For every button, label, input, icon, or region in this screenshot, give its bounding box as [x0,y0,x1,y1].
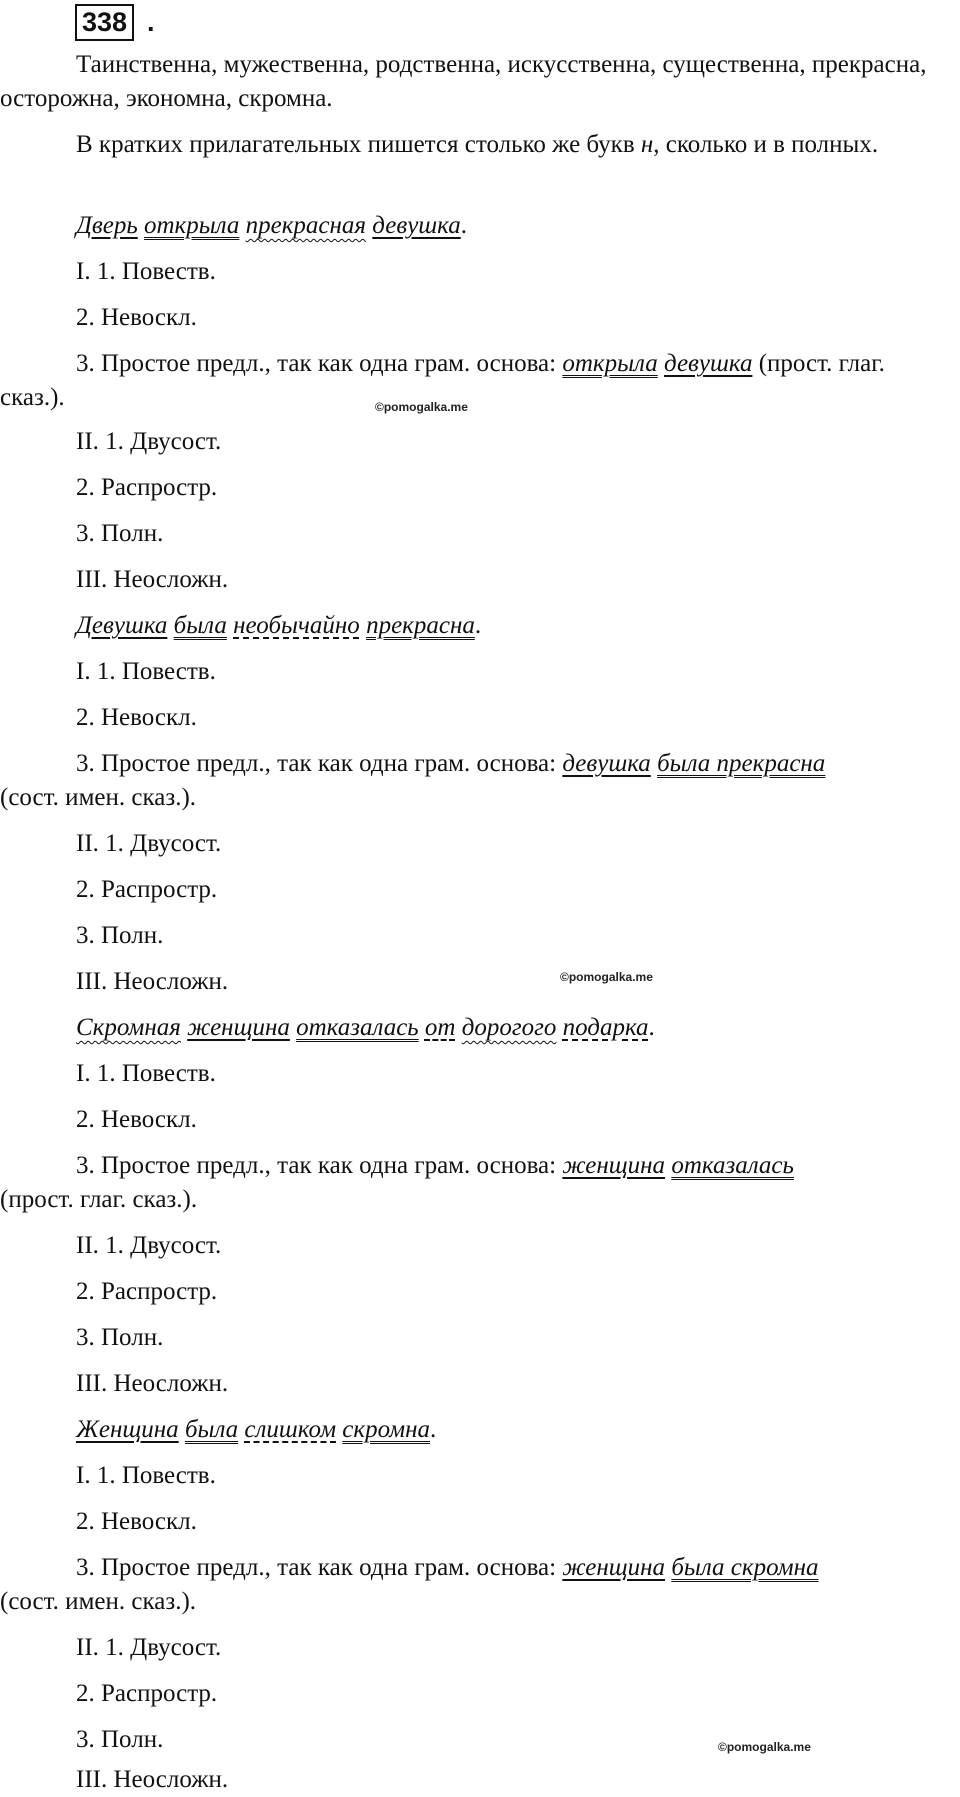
analysis-line: 2. Невоскл. [76,304,197,331]
exercise-number-dot: . [147,7,155,37]
sentence-word: прекрасна [366,612,475,639]
sentence-word: Скромная [76,1014,181,1041]
analysis-line: I. 1. Повеств. [76,258,216,285]
sentence-word: слишком [244,1416,337,1443]
analysis-line: II. 1. Двусост. [76,428,222,455]
basis-type: (сост. имен. сказ.). [0,784,197,811]
analysis-line: 3. Полн. [76,922,164,949]
analysis-line: III. Неосложн. [76,1766,229,1793]
rule-text-start: В кратких прилагательных пишется столько же букв [76,131,641,158]
basis-intro: 3. Простое предл., так как одна грам. основа: [76,750,563,777]
exercise-number: 338 [75,4,134,41]
rule-text-end: , сколько и в полных. [653,131,879,158]
sentence-word: дорогого [461,1014,557,1041]
analysis-line: 3. Полн. [76,1324,164,1351]
sentence-word: открыла [143,212,240,239]
analysis-line: I. 1. Повеств. [76,1462,216,1489]
analysis-line: II. 1. Двусост. [76,1634,222,1661]
analysis-basis [76,1551,818,1585]
sentence-word: необычайно [233,612,360,639]
analysis-line: 2. Распростр. [76,474,218,501]
basis-type: (прост. глаг. сказ.). [0,350,885,411]
basis-type: (сост. имен. сказ.). [0,1588,197,1615]
rule-letter: н [640,131,654,158]
basis-intro: 3. Простое предл., так как одна грам. основа: [76,1554,563,1581]
rule-paragraph [0,128,950,162]
sentence-4 [76,1413,436,1447]
sentence-word: девушка [372,212,461,239]
analysis-basis [76,1149,794,1183]
analysis-line: III. Неосложн. [76,1370,229,1397]
basis-subject: девушка [664,350,753,377]
sentence-word: прекрасная [245,212,367,239]
basis-intro: 3. Простое предл., так как одна грам. основа: [76,1152,563,1179]
sentence-1 [76,209,467,243]
analysis-basis [76,747,825,781]
analysis-line: 2. Распростр. [76,1680,218,1707]
sentence-word: от [424,1014,456,1041]
sentence-word: была [173,612,227,639]
analysis-basis [0,347,950,415]
analysis-line: 2. Невоскл. [76,1106,197,1133]
analysis-line: 2. Невоскл. [76,704,197,731]
sentence-2 [76,609,481,643]
watermark: ©pomogalka.me [560,970,653,984]
analysis-line: III. Неосложн. [76,968,229,995]
basis-predicate: была скромна [671,1554,819,1581]
basis-subject: девушка [562,750,651,777]
analysis-line: I. 1. Повеств. [76,658,216,685]
sentence-end: . [429,1416,437,1443]
basis-type: (прост. глаг. сказ.). [0,1186,198,1213]
sentence-word: Девушка [76,612,168,639]
answer-paragraph-1: Таинственна, мужественна, родственна, искусственна, существенна, прекрасна, осторожна, экономна, скромна. [0,51,927,112]
sentence-end: . [648,1014,655,1041]
basis-predicate: открыла [562,350,658,377]
analysis-line: 3. Полн. [76,520,164,547]
sentence-end: . [460,212,467,239]
sentence-word: была [184,1416,239,1443]
analysis-line: II. 1. Двусост. [76,830,222,857]
basis-subject: женщина [562,1554,666,1581]
analysis-line: II. 1. Двусост. [76,1232,222,1259]
basis-subject: женщина [562,1152,666,1179]
sentence-word: Женщина [76,1416,179,1443]
sentence-word: отказалась [296,1014,419,1041]
analysis-line: 3. Полн. [76,1726,164,1753]
analysis-line: 2. Распростр. [76,876,218,903]
watermark: ©pomogalka.me [375,400,468,414]
basis-intro: 3. Простое предл., так как одна грам. основа: [76,350,563,377]
sentence-word: подарка [562,1014,649,1041]
sentence-end: . [474,612,482,639]
analysis-line: 2. Невоскл. [76,1508,197,1535]
sentence-word: скромна [342,1416,430,1443]
sentence-word: Дверь [76,212,138,239]
sentence-word: женщина [187,1014,290,1041]
analysis-line: I. 1. Повеств. [76,1060,216,1087]
basis-predicate: была прекрасна [657,750,826,777]
analysis-line: III. Неосложн. [76,566,229,593]
basis-predicate: отказалась [671,1152,794,1179]
watermark: ©pomogalka.me [718,1740,811,1754]
sentence-3 [76,1011,655,1045]
analysis-line: 2. Распростр. [76,1278,218,1305]
